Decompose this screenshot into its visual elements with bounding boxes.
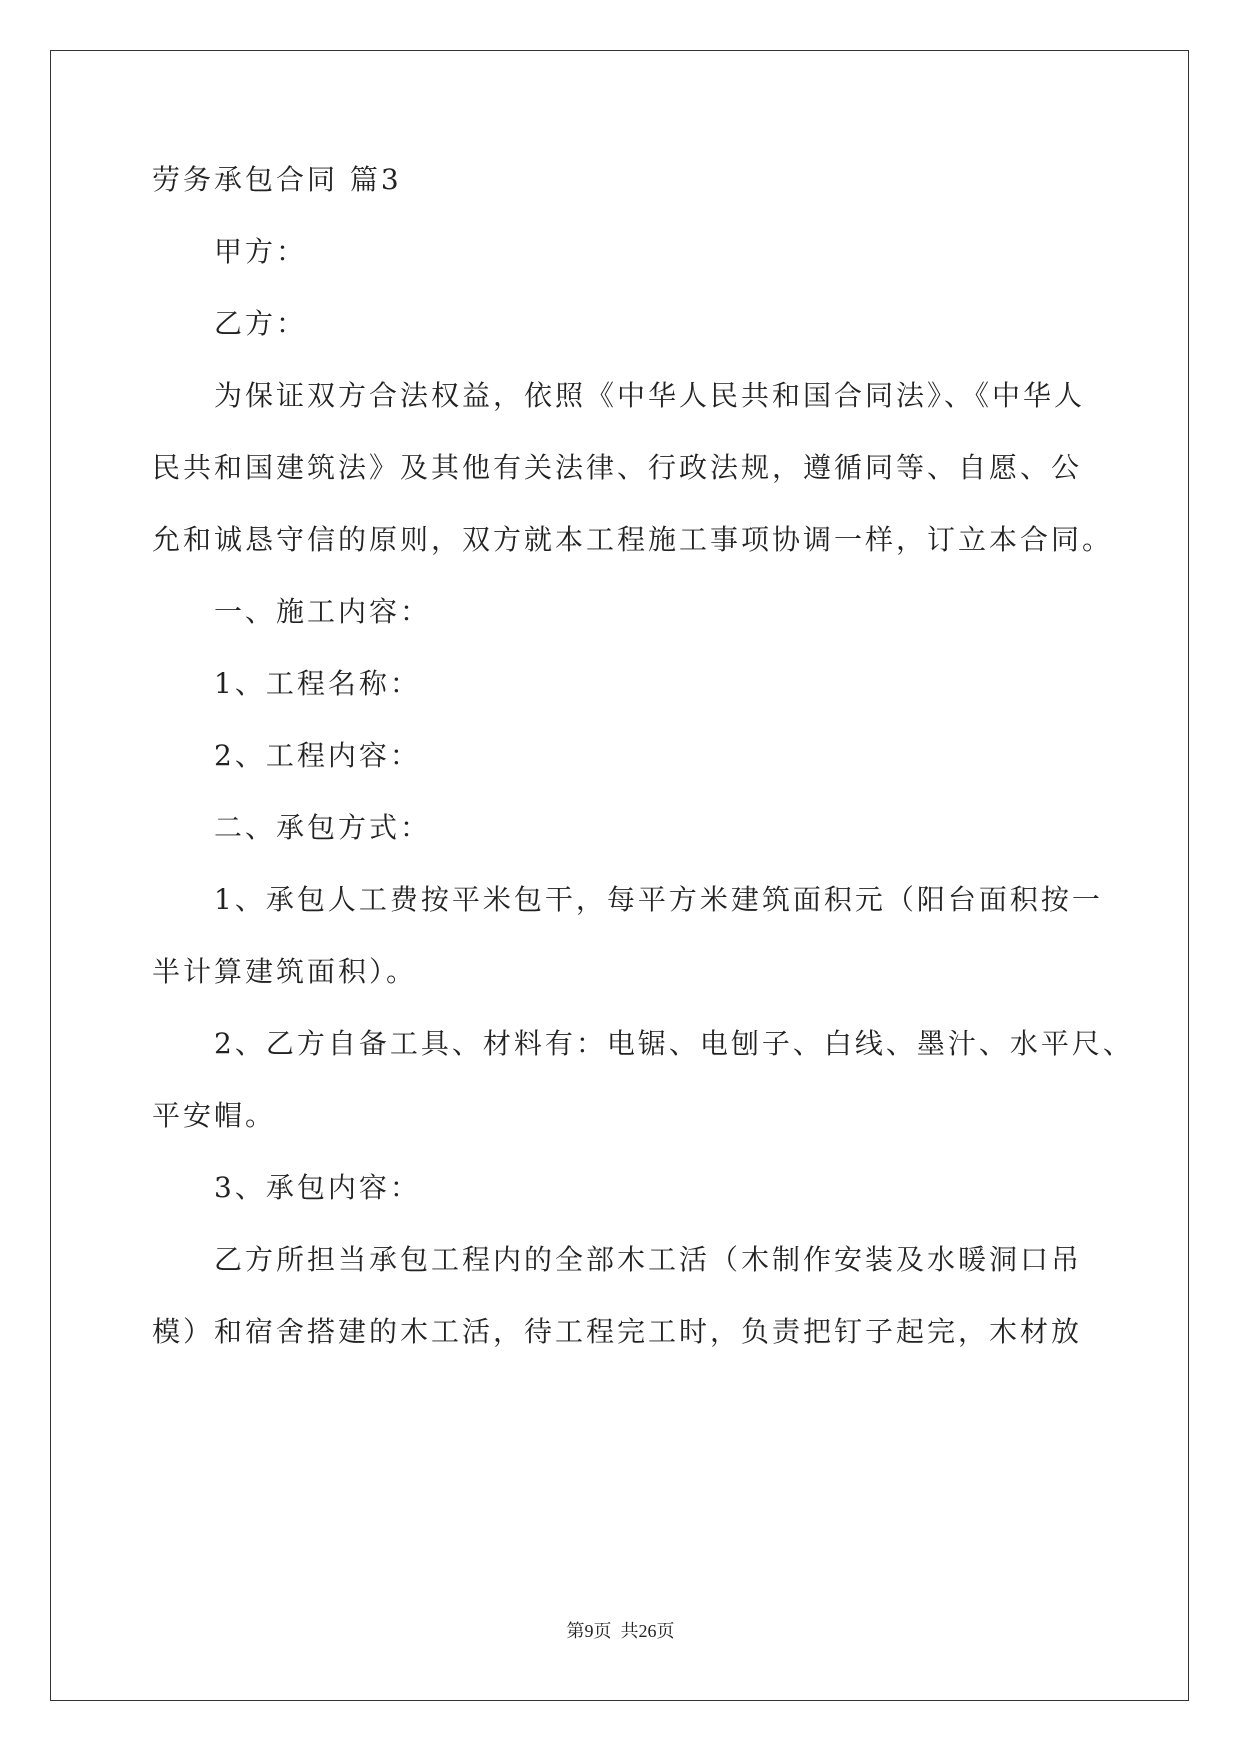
item-labor-cost-line: 半计算建筑面积）。 xyxy=(152,955,418,988)
party-b-label: 乙方： xyxy=(214,307,308,340)
item-tools-line: 2、乙方自备工具、材料有：电锯、电刨子、白线、墨汁、水平尺、 xyxy=(214,1027,1134,1060)
item-project-name: 1、工程名称： xyxy=(214,667,421,700)
item-contract-content: 3、承包内容： xyxy=(214,1171,421,1204)
preamble-line: 允和诚恳守信的原则，双方就本工程施工事项协调一样，订立本合同。 xyxy=(152,523,1114,556)
section-heading-construction: 一、施工内容： xyxy=(214,595,432,628)
item-tools-line: 平安帽。 xyxy=(152,1099,277,1132)
preamble-line: 为保证双方合法权益，依照《中华人民共和国合同法》、《中华人 xyxy=(214,379,1086,412)
page-number-footer: 第9页 共26页 xyxy=(566,1621,675,1641)
item-labor-cost-line: 1、承包人工费按平米包干，每平方米建筑面积元（阳台面积按一 xyxy=(214,883,1103,916)
section-heading-contract-method: 二、承包方式： xyxy=(214,811,432,844)
scope-line: 模）和宿舍搭建的木工活，待工程完工时，负责把钉子起完，木材放 xyxy=(152,1315,1083,1348)
party-a-label: 甲方： xyxy=(214,235,308,268)
preamble-line: 民共和国建筑法》及其他有关法律、行政法规，遵循同等、自愿、公 xyxy=(152,451,1083,484)
scope-line: 乙方所担当承包工程内的全部木工活（木制作安装及水暖洞口吊 xyxy=(214,1243,1083,1276)
item-project-content: 2、工程内容： xyxy=(214,739,421,772)
document-title: 劳务承包合同 篇3 xyxy=(152,163,402,196)
page-border xyxy=(50,50,1189,1701)
